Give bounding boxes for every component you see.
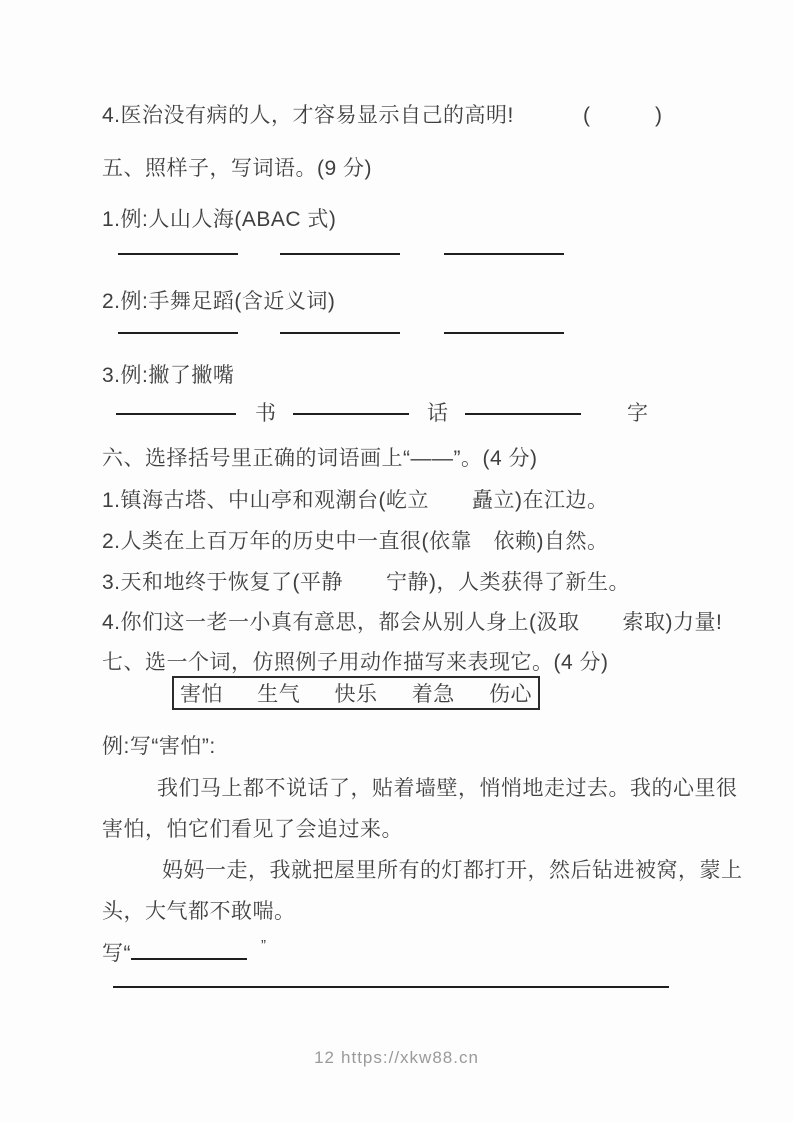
answer-blank — [131, 940, 247, 960]
fill-word-hua: 话 — [427, 402, 449, 425]
answer-blank — [444, 237, 564, 255]
write-prompt — [102, 937, 267, 967]
example-paragraph-1-line-1: 我们马上都不说话了，贴着墙壁，悄悄地走过去。我的心里很 — [157, 777, 738, 800]
answer-blank — [280, 316, 400, 334]
answer-blank — [293, 397, 409, 415]
section-5-item-1: 1.例:人山人海(ABAC 式) — [102, 208, 337, 231]
word-bank-item: 快乐 — [334, 683, 378, 706]
fill-word-zi: 字 — [627, 402, 649, 425]
footer-url: https://xkw88.cn — [341, 1048, 479, 1067]
answer-blank — [116, 397, 236, 415]
word-bank-item: 伤心 — [489, 683, 532, 706]
section-6-item-3: 3.天和地终于恢复了(平静 宁静)，人类获得了新生。 — [102, 571, 630, 594]
section-7-title: 七、选一个词，仿照例子用动作描写来表现它。(4 分) — [102, 651, 609, 674]
section-6-title: 六、选择括号里正确的词语画上“——”。(4 分) — [102, 447, 538, 470]
footer-page-number: 12 — [314, 1048, 336, 1067]
example-paragraph-1-line-2: 害怕，怕它们看见了会追过来。 — [102, 818, 403, 841]
word-bank — [172, 676, 540, 710]
answer-blank — [444, 316, 564, 334]
question-item-4 — [102, 99, 514, 129]
answer-blank — [465, 397, 581, 415]
word-bank-item: 生气 — [257, 683, 301, 706]
section-5-item-2: 2.例:手舞足蹈(含近义词) — [102, 290, 336, 313]
example-label: 例:写“害怕”: — [102, 735, 216, 758]
answer-blank — [280, 237, 400, 255]
answer-blank — [118, 237, 238, 255]
question-item-4-text: 4.医治没有病的人，才容易显示自己的高明! — [102, 104, 514, 127]
write-prompt-label: 写“ — [102, 942, 131, 965]
section-5-item-3: 3.例:撇了撇嘴 — [102, 364, 235, 387]
example-paragraph-2-line-2: 头，大气都不敢喘。 — [102, 900, 296, 923]
word-bank-item: 着急 — [411, 683, 455, 706]
section-5-title: 五、照样子，写词语。(9 分) — [102, 157, 372, 180]
answer-blank — [118, 316, 238, 334]
page-footer — [0, 1048, 793, 1068]
write-prompt-close-quote: ” — [261, 937, 267, 954]
section-6-item-1: 1.镇海古塔、中山亭和观潮台(屹立 矗立)在江边。 — [102, 489, 609, 512]
section-6-item-4: 4.你们这一老一小真有意思，都会从别人身上(汲取 索取)力量! — [102, 611, 723, 634]
section-6-item-2: 2.人类在上百万年的历史中一直很(依靠 依赖)自然。 — [102, 530, 609, 553]
example-paragraph-2-line-1: 妈妈一走，我就把屋里所有的灯都打开，然后钻进被窝，蒙上 — [162, 859, 743, 882]
long-answer-line — [113, 970, 669, 988]
fill-word-shu: 书 — [255, 402, 277, 425]
answer-brackets: ( ) — [583, 104, 663, 127]
word-bank-item: 害怕 — [180, 683, 223, 706]
